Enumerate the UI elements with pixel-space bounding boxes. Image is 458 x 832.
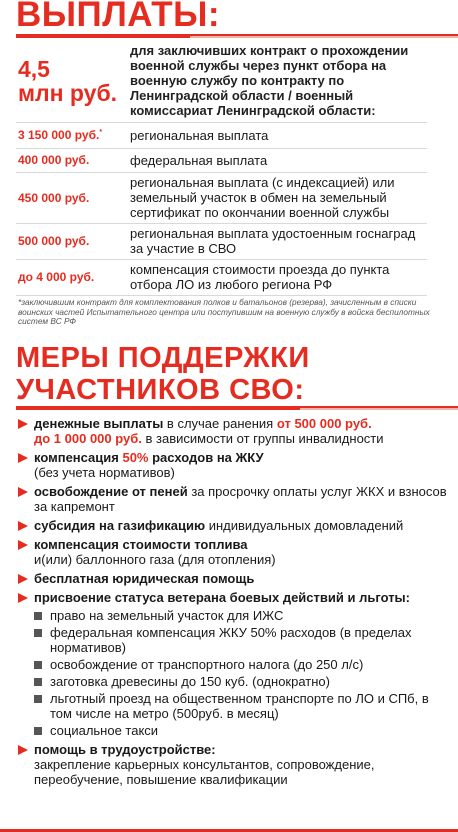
- triangle-bullet-icon: [18, 745, 28, 755]
- payment-description: компенсация стоимости проезда до пункта отбора ЛО из любого региона РФ: [126, 259, 427, 295]
- title-underline-light: [190, 36, 458, 38]
- list-item: помощь в трудоустройстве: закрепление карьерных консультантов, сопровождение, переобучение, повышение квалификации: [18, 742, 448, 787]
- payment-description: региональная выплата удостоенным госнаград за участие в СВО: [126, 223, 427, 259]
- square-bullet-icon: [34, 661, 42, 669]
- list-item: бесплатная юридическая помощь: [18, 571, 448, 586]
- square-bullet-icon: [34, 629, 42, 637]
- support-list: [18, 416, 448, 791]
- table-row: [16, 172, 427, 223]
- table-row: [16, 122, 427, 148]
- triangle-bullet-icon: [18, 574, 28, 584]
- square-bullet-icon: [34, 612, 42, 620]
- payment-description: региональная выплата: [126, 122, 427, 148]
- triangle-bullet-icon: [18, 453, 28, 463]
- list-item: освобождение от пеней за просрочку оплаты услуг ЖКХ и взносов за капремонт: [18, 484, 448, 514]
- table-row: [16, 40, 427, 122]
- list-item: право на земельный участок для ИЖС: [34, 608, 448, 623]
- title-underline-light: [300, 408, 458, 410]
- list-item: денежные выплаты в случае ранения от 500 000 руб. до 1 000 000 руб. в зависимости от группы инвалидности: [18, 416, 448, 446]
- square-bullet-icon: [34, 695, 42, 703]
- list-item: федеральная компенсация ЖКУ 50% расходов (в пределах нормативов): [34, 625, 448, 655]
- payment-amount: 400 000 руб.: [16, 148, 126, 172]
- list-item: присвоение статуса ветерана боевых действий и льготы: право на земельный участок для ИЖС федеральная компенсация ЖКУ 50% расходов (в пределах нормативов) освобождение от транспортного налога (до 250 л/с) заготовка древесины до 150 куб. (однократно) льготный проезд на общественном транспорте по ЛО и СПб, в том числе на метро (500руб. в месяц) социальное такси: [18, 590, 448, 738]
- payment-amount: 3 150 000 руб.*: [16, 122, 126, 148]
- list-item: освобождение от транспортного налога (до 250 л/с): [34, 657, 448, 672]
- payment-amount: 450 000 руб.: [16, 172, 126, 223]
- section-title-support: МЕРЫ ПОДДЕРЖКИ УЧАСТНИКОВ СВО:: [16, 342, 310, 406]
- footnote: *заключившим контракт для комплектования полков и батальонов (резерва), зачисленным в списки воинских частей Испытательного центра или поступившим на военную службу в войска беспилотных систем ВС РФ: [18, 297, 430, 326]
- square-bullet-icon: [34, 727, 42, 735]
- table-row: [16, 148, 427, 172]
- list-item: компенсация 50% расходов на ЖКУ (без учета нормативов): [18, 450, 448, 480]
- payment-description: для заключивших контракт о прохождении военной службы через пункт отбора на военную службу по контракту по Ленинградской области / военный комиссариат Ленинградской области:: [126, 40, 427, 122]
- table-row: [16, 259, 427, 295]
- list-item: льготный проезд на общественном транспорте по ЛО и СПб, в том числе на метро (500руб. в месяц): [34, 691, 448, 721]
- list-item: субсидия на газификацию индивидуальных домовладений: [18, 518, 448, 533]
- triangle-bullet-icon: [18, 419, 28, 429]
- payment-description: региональная выплата (с индексацией) или земельный участок в обмен на земельный сертификат по окончании военной службы: [126, 172, 427, 223]
- triangle-bullet-icon: [18, 540, 28, 550]
- list-item: заготовка древесины до 150 куб. (однократно): [34, 674, 448, 689]
- table-row: [16, 223, 427, 259]
- list-item: компенсация стоимости топлива и(или) баллонного газа (для отопления): [18, 537, 448, 567]
- triangle-bullet-icon: [18, 521, 28, 531]
- triangle-bullet-icon: [18, 487, 28, 497]
- list-item: социальное такси: [34, 723, 448, 738]
- square-bullet-icon: [34, 678, 42, 686]
- payment-amount: 4,5 млн руб.: [16, 40, 126, 122]
- veteran-benefits-list: [34, 608, 448, 738]
- payments-table: [16, 40, 427, 296]
- payment-amount: 500 000 руб.: [16, 223, 126, 259]
- section-title-payments: ВЫПЛАТЫ:: [16, 0, 221, 34]
- payment-description: федеральная выплата: [126, 148, 427, 172]
- triangle-bullet-icon: [18, 593, 28, 603]
- payment-amount: до 4 000 руб.: [16, 259, 126, 295]
